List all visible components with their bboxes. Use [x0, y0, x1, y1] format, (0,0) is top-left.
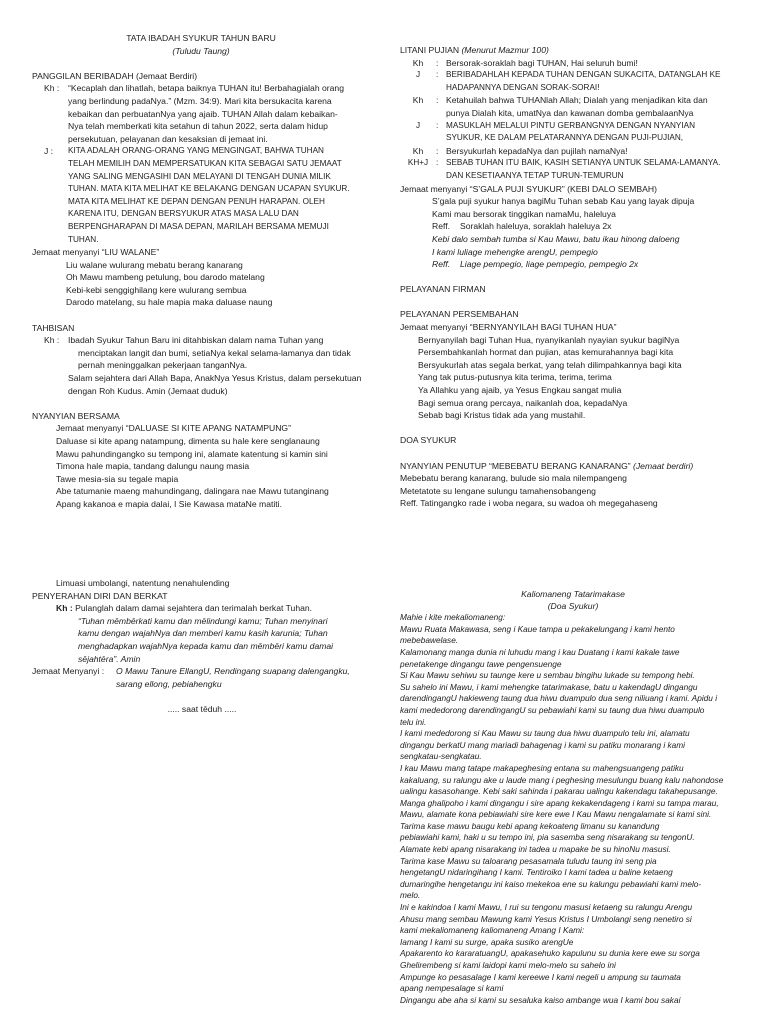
kh2-line: dengan Roh Kudus. Amin (Jemaat duduk) [68, 385, 228, 396]
prayer-line: dingangu berkatU mang mariadi bahagenag i kami su patiku monarang i kami [400, 739, 686, 750]
lyric-line: Kami mau bersorak tinggikan namaMu, haleluya [432, 208, 616, 219]
j1-line: KITA ADALAH ORANG-ORANG YANG MENGINGAT, BAHWA TUHAN [68, 146, 324, 156]
prayer-line: melo. [400, 890, 421, 901]
prayer-line: Manga ghalipoho i kami dingangu i sire apang kekakendageng i kami su tampa marau, [400, 797, 719, 808]
prayer-line: Ahusu mang sembau Mawung kami Yesus Kristus I Umbolangi seng nenetiro si [400, 913, 692, 924]
reff-line: Reff. Liage pempegio, liage pempegio, pempegio 2x [432, 259, 639, 270]
prayer-line: Ampunge ko pesasalage I kami kereewe I kami negeli u ampung su taumata [400, 971, 681, 982]
speaker-label: J : [44, 146, 54, 157]
prayer-line: telu ini. [400, 716, 427, 727]
prayer-line: mebebawelase. [400, 635, 459, 646]
prayer-line: Mawu Ruata Makawasa, seng i Kaue tampa u pekakelungang i kami hento [400, 623, 675, 634]
litani-row: KH+J : SEBAB TUHAN ITU BAIK, KASIH SETIANYA UNTUK SELAMA-LAMANYA. DAN KESETIAANYA TETAP TURUN-TEMURUN [407, 158, 721, 180]
kh2-line: pernah meninggalkan pekerjaan tanganNya. [78, 360, 248, 371]
litani-row: Kh : Bersyukurlah kepadaNya dan pujilah namaNya! [412, 145, 628, 156]
jemaat-menyanyi-block [32, 665, 372, 690]
lyric-line: Mawu pahundingangko su tempong ini, alamate katentung si kamin sini [56, 448, 328, 459]
j1-line: KARENA ITU, DENGAN BERSYUKUR ATAS MASA LALU DAN [68, 209, 299, 219]
prayer-subtitle: (Doa Syukur) [547, 600, 599, 611]
song4-lyrics [400, 334, 740, 422]
blessing-line: menghadapkan wajahNya kepada kamu dan mēmbēri kamu damai [78, 640, 334, 651]
speaker-label: Kh : [44, 335, 60, 346]
lyric-line: Daluase si kite apang natampung, dimenta su hale kere senglanaung [56, 436, 320, 446]
lyric-line: Timona hale mapia, tandang dalungu naung masia [56, 461, 250, 472]
song1-intro: Jemaat menyanyi “LIU WALANE” [32, 247, 160, 258]
prayer-line: Tarima kase Mawu su taloarang pesasamala tuludu taung ini seng pia [400, 855, 657, 866]
lyric-line: Ya Allahku yang ajaib, ya Yesus Engkau sangat mulia [418, 385, 622, 396]
prayer-line: sengkatau-sengkatau. [400, 751, 482, 762]
saat-teduh: ..... saat tēduh ..... [167, 703, 237, 714]
blessing-line: “Tuhan mēmbērkati kamu dan mēlindungi kamu; Tuhan menyinari [78, 615, 328, 626]
closing-lyric: Limuasi umbolangi, natentung nenahulending [56, 578, 230, 588]
prayer-line: Alamate kebi apang nisarakang ini tadea u mapake be su hinoNu masusi. [400, 844, 671, 855]
lyric-line: Mebebatu berang kanarang, bulude sio mala nilempangeng [400, 473, 627, 484]
kh1-line: kebaikan dan perbuatanNya yang ajaib. TUHAN Allah dalam kebaikan- [68, 108, 338, 119]
lyric-line: Tawe mesia-sia su tegale mapia [56, 473, 179, 484]
lyric-line: S’gala puji syukur hanya bagiMu Tuhan sebab Kau yang layak dipuja [432, 196, 695, 207]
prayer-line: Tarima kase mawu baugu kebi apang kekoateng limanu su kanandung [400, 820, 660, 831]
page-subtitle: (Tuludu Taung) [172, 45, 230, 56]
lyric-line: Liu walane wulurang mebatu berang kanarang [66, 259, 243, 270]
litani-row: Kh : Ketahuilah bahwa TUHANlah Allah; Dialah yang menjadikan kita dan punya Dialah kita, umatNya dan kawanan domba gembalaanNya [412, 95, 708, 118]
j1-line: MATA KITA MELIHAT KE DEPAN DENGAN PENUH HARAPAN. OLEH [68, 196, 325, 206]
song4-intro: Jemaat menyanyi “BERNYANYILAH BAGI TUHAN HUA” [400, 322, 617, 333]
lyric-line: Sebab bagi Kristus tidak ada yang mustahil. [418, 410, 586, 421]
lyric-line: Yang tak putus-putusnya kita terima, terima, terima [418, 372, 612, 383]
lyric-line: Apang kakanoa e mapia dalai, I Sie Kawasa mataNe matiti. [56, 498, 282, 509]
j1-block [32, 145, 370, 246]
kh1-line: Nya telah memberkati kita setahun di tahun 2022, serta dalam hidup [68, 121, 328, 132]
litani-row: J : BERIBADAHLAH KEPADA TUHAN DENGAN SUKACITA, DATANGLAH KE HADAPANNYA DENGAN SORAK-SORAI! [415, 70, 721, 92]
prayer-line: kami mededorong darendingangU su pebawiahi kami su taung dua hiwu duampulo [400, 704, 705, 715]
prayer-line: darendingangU hakieweng taung dua hiwu duampulo dua seng niliuang i kami. Apidu i [400, 693, 718, 704]
panggilan-heading: PANGGILAN BERIBADAH (Jemaat Berdiri) [32, 70, 198, 81]
litani-heading: LITANI PUJIAN (Menurut Mazmur 100) [400, 45, 549, 55]
left-bottom-column [32, 577, 372, 716]
litani-row: Kh : Bersorak-soraklah bagi TUHAN, Hai seluruh bumi! [412, 57, 638, 68]
jemaat-label: Jemaat Menyanyi : [32, 666, 105, 677]
prayer-line: kakaluang, su ralungu ake u laude mang i peghesing mesulungu buang kalu nahondose [400, 774, 724, 785]
prayer-line: Mahie i kite mekaliomaneng: [400, 612, 506, 623]
kh1-line: yang berlindung padaNya.” (Mzm. 34:9). Mari kita bersukacita karena [68, 95, 332, 106]
prayer-line: Si Kau Mawu sehiwu su taunge kere u sembau bingihu lukade su tempong hebi. [400, 670, 695, 681]
prayer-line: Apakarento ko kararatuangU, apakasehuko kapulunu su dunia kere ewe su sorga [400, 948, 700, 959]
j1-line: TELAH MEMILIH DAN MEMPERSATUKAN KITA SEBAGAI SATU JEMAAT [68, 158, 342, 168]
penutup-heading: NYANYIAN PENUTUP “MEBEBATU BERANG KANARANG” (Jemaat berdiri) [400, 460, 694, 471]
doa-heading: DOA SYUKUR [400, 435, 457, 446]
prayer-line: Ini e kakindoa I kami Mawu, I rui su tengonu masusi ketaeng su ralungu Arengu [400, 902, 693, 913]
prayer-body [400, 612, 746, 1006]
prayer-line: hengetangU nidaringihang I kami. Tentiroiko I kami tadea u baline ketaeng [400, 867, 673, 878]
tahbisan-heading: TAHBISAN [32, 322, 75, 333]
prayer-line: Kalamonang manga dunia ni luhudu mang i kau Duatang i kami kakale tawe [400, 646, 680, 657]
prayer-line: penetakenge dingangu tawe pengensuenge [400, 658, 562, 669]
lyric-line: I kami luliage mehengke arengU, pempegio [432, 246, 598, 257]
lyric-line: Abe tatumanie maeng mahundingang, dalingara nae Mawu tutanginang [56, 486, 329, 497]
song2-block [32, 422, 370, 510]
lyric-line: sarang ellong, pebiahengku [116, 678, 222, 689]
blessing-line: kamu dengan wajahNya dan memberi kamu kasih karunia; Tuhan [78, 628, 328, 639]
kh2-line: menciptakan langit dan bumi, setiaNya kekal selama-lamanya dan tidak [78, 347, 351, 358]
blessing-line: sējahtēra”. Amin [78, 653, 141, 664]
lyric-line: Kebi dalo sembah tumba si Kau Mawu, batu ikau hinong daloeng [432, 233, 680, 244]
litani-row: J : MASUKLAH MELALUI PINTU GERBANGNYA DENGAN NYANYIAN SYUKUR, KE DALAM PELATARANNYA DENGAN PUJI-PUJIAN, [415, 120, 696, 143]
kh1-line: “Kecaplah dan lihatlah, betapa baiknya TUHAN itu! Berbahagialah orang [68, 83, 344, 94]
reff-line: Reff. Soraklah haleluya, soraklah haleluya 2x [432, 221, 612, 232]
lyric-line: Metetatote su lengane sulungu tamahensobangeng [400, 485, 596, 496]
lyric-line: O Mawu Tanure EllangU, Rendingang suapang dalengangku, [116, 666, 350, 677]
penyerahan-heading: PENYERAHAN DIRI DAN BERKAT [32, 590, 168, 601]
persembahan-heading: PELAYANAN PERSEMBAHAN [400, 309, 519, 320]
left-top-column [32, 32, 370, 511]
song1-lyrics [32, 259, 370, 309]
lyric-line: Bersyukurlah atas segala berkat, yang telah dilimpahkannya bagi kita [418, 359, 682, 370]
pulanglah-line: Kh : Pulanglah dalam damai sejahtera dan terimalah berkat Tuhan. [56, 603, 313, 614]
prayer-line: ualingu kasasohange. Kebi saki sahinda i pakarau ualingu kakendagu takahepusange. [400, 786, 718, 797]
kh2-line: Salam sejahtera dari Allah Bapa, AnakNya Yesus Kristus, dalam persekutuan [68, 373, 362, 384]
prayer-title: Kaliomaneng Tatarimakase [521, 589, 625, 599]
j1-line: BERPENGHARAPAN DI MASA DEPAN, MARILAH BERSAMA MEMUJI [68, 221, 329, 231]
j1-line: YANG SALING MENGASIHI DAN MELAYANI DI TENGAH DUNIA MILIK [68, 171, 331, 181]
nyanyian-heading: NYANYIAN BERSAMA [32, 410, 120, 421]
prayer-line: Dingangu abe aha si kami su sesaluka kaiso ambange wua I kami bou sakai [400, 994, 681, 1005]
prayer-line: kami mekaliomaneng kaliomaneng Amang I Kami: [400, 925, 585, 936]
page-title: TATA IBADAH SYUKUR TAHUN BARU [126, 33, 276, 43]
lyric-line: Bagi semua orang percaya, naikanlah doa, kepadaNya [418, 397, 628, 408]
kh2-block [32, 334, 370, 397]
speaker-label: Kh : [44, 83, 60, 94]
prayer-line: apang nempesalage si kami [400, 983, 504, 994]
right-top-column [400, 44, 740, 510]
j1-line: TUHAN. [68, 234, 99, 244]
song2-intro: Jemaat menyanyi “DALUASE SI KITE APANG NATAMPUNG” [56, 423, 291, 434]
firman-heading: PELAYANAN FIRMAN [400, 284, 486, 295]
prayer-line: Iamang I kami su surge, apaka susiko arengUe [400, 936, 574, 947]
prayer-line: I kami mededorong si Kau Mawu su taung dua hiwu duampulo telu ini, alamatu [400, 728, 690, 739]
kh1-line: persekutuan, pelayanan dan kesaksian di jemaat ini. [68, 133, 268, 144]
prayer-line: dumaringihe hengetangu ini kaiso mekekoa ene su kalungu pebawiahi kami melo- [400, 878, 702, 889]
lyric-line: Kebi-kebi senggighilang kere wulurang sembua [66, 284, 247, 295]
prayer-line: Mawu, alamate kona pebiawiahi sire kere ewe I Kau Mawu nengalamate si kami sini. [400, 809, 712, 820]
prayer-line: Ghelirembeng si kami laidopi kami melo-melo su sahelo ini [400, 960, 616, 970]
song3-intro: Jemaat menyanyi “S’GALA PUJI SYUKUR” (KEBI DALO SEMBAH) [400, 183, 657, 194]
prayer-line: pebiawiahi kami, haki u su tempo ini, pia sasemba seng nisarakang su tengonU. [400, 832, 695, 843]
lyric-line: Oh Mawu mambeng petulung, bou darodo matelang [66, 272, 265, 283]
prayer-line: Su sahelo ini Mawu, i kami mehengke tatarimakase, batu u kakendagU dingangu [400, 681, 698, 692]
lyric-line: Darodo matelang, su hale mapia maka daluase naung [66, 297, 273, 308]
prayer-line: I kau Mawu mang tatape makapeghesing entana su mahengsuangeng patiku [400, 762, 684, 773]
reff-line: Reff. Tatingangko rade i woba negara, su wadoa oh megegahaseng [400, 498, 658, 509]
blessing-block [32, 615, 372, 665]
song3-lyrics [400, 195, 740, 271]
lyric-line: Bernyanyilah bagi Tuhan Hua, nyanyikanlah nyayian syukur bagiNya [418, 334, 680, 345]
right-bottom-column [400, 589, 746, 1006]
kh2-line: Ibadah Syukur Tahun Baru ini ditahbiskan dalam nama Tuhan yang [68, 335, 324, 346]
kh1-block [32, 82, 370, 145]
j1-line: TUHAN. MATA KITA MELIHAT KE BELAKANG DENGAN UCAPAN SYUKUR. [68, 184, 350, 194]
lyric-line: Persembahkanlah hormat dan pujian, atas kemurahannya bagi kita [418, 347, 674, 358]
